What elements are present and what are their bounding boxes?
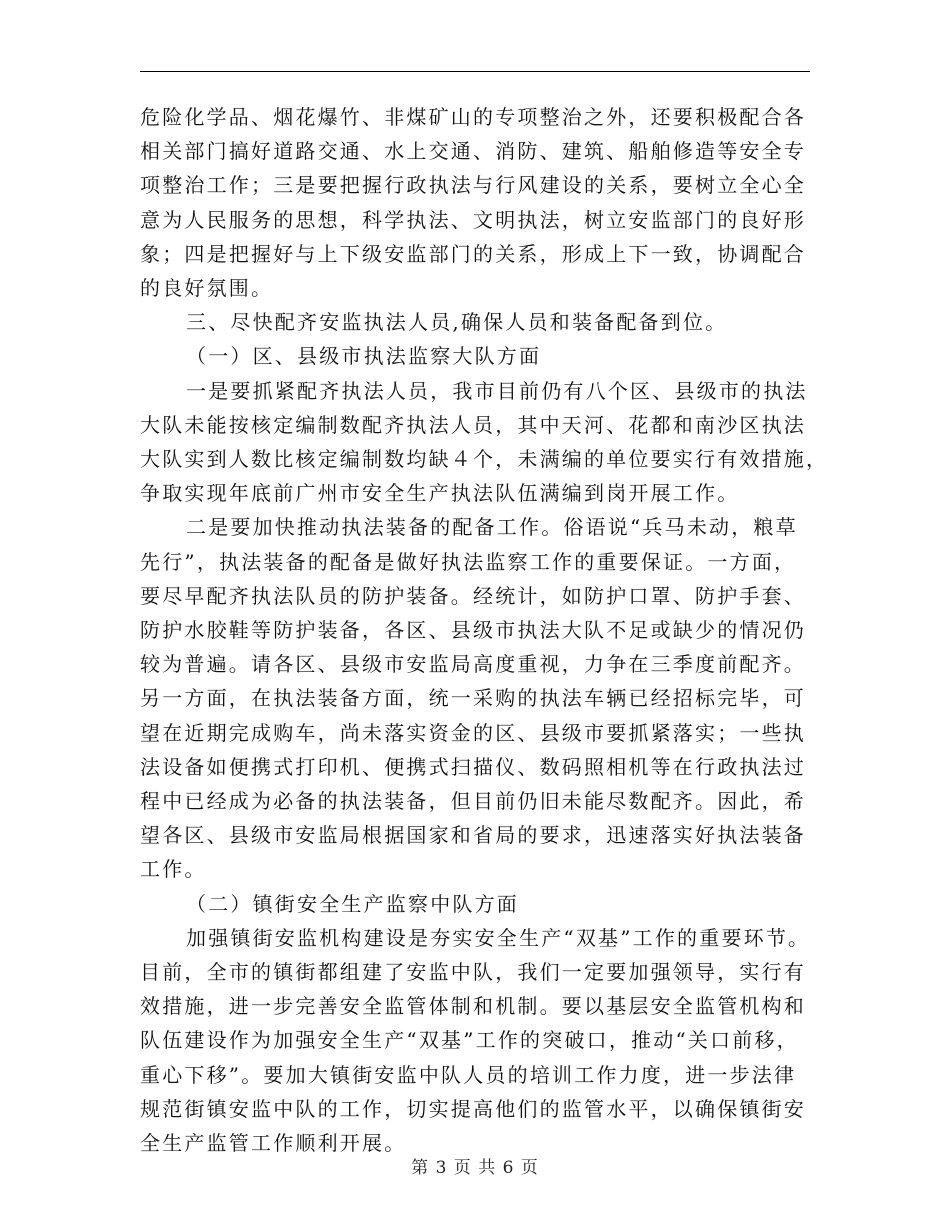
body-line: 象；四是把握好与上下级安监部门的关系，形成上下一致，协调配合 <box>140 241 806 266</box>
body-line: 重心下移”。要加大镇街安监中队人员的培训工作力度，进一步法律 <box>140 1062 797 1087</box>
body-line: 要尽早配齐执法队员的防护装备。经统计，如防护口罩、防护手套、 <box>140 583 806 608</box>
body-line: 防护水胶鞋等防护装备，各区、县级市执法大队不足或缺少的情况仍 <box>140 618 806 643</box>
body-line: 规范街镇安监中队的工作，切实提高他们的监管水平，以确保镇街安 <box>140 1096 806 1121</box>
body-line: 危险化学品、烟花爆竹、非煤矿山的专项整治之外，还要积极配合各 <box>140 105 806 129</box>
body-line: 另一方面，在执法装备方面，统一采购的执法车辆已经招标完毕，可 <box>140 686 806 711</box>
body-line: 较为普遍。请各区、县级市安监局高度重视，力争在三季度前配齐。 <box>140 652 806 677</box>
body-line: 全生产监管工作顺利开展。 <box>140 1131 407 1156</box>
body-line: 的良好氛围。 <box>140 276 274 301</box>
body-line: 大队实到人数比核定编制数均缺４个，未满编的单位要实行有效措施， <box>140 447 829 472</box>
body-line: 工作。 <box>140 857 207 882</box>
section-heading: 三、尽快配齐安监执法人员,确保人员和装备配备到位。 <box>186 310 728 335</box>
body-line: 效措施，进一步完善安全监管体制和机制。要以基层安全监管机构和 <box>140 994 806 1019</box>
body-line: 望在近期完成购车，尚未落实资金的区、县级市要抓紧落实；一些执 <box>140 720 806 745</box>
body-line: 先行”，执法装备的配备是做好执法监察工作的重要保证。一方面， <box>140 549 797 574</box>
subsection-heading: （二）镇街安全生产监察中队方面 <box>186 891 519 916</box>
body-line: 二是要加快推动执法装备的配备工作。俗语说“兵马未动，粮草 <box>186 515 798 540</box>
body-line: 目前，全市的镇街都组建了安监中队，我们一定要加强领导，实行有 <box>140 960 806 985</box>
body-line: 程中已经成为必备的执法装备，但目前仍旧未能尽数配齐。因此，希 <box>140 789 806 814</box>
body-line: 队伍建设作为加强安全生产“双基”工作的突破口，推动“关口前移， <box>140 1028 799 1053</box>
body-line: 争取实现年底前广州市安全生产执法队伍满编到岗开展工作。 <box>140 481 740 506</box>
page-number: 第 3 页 共 6 页 <box>411 1158 539 1178</box>
body-line: 望各区、县级市安监局根据国家和省局的要求，迅速落实好执法装备 <box>140 823 806 848</box>
body-line: 大队未能按核定编制数配齐执法人员，其中天河、花都和南沙区执法 <box>140 412 806 437</box>
document-body <box>140 100 829 1160</box>
body-line: 相关部门搞好道路交通、水上交通、消防、建筑、船舶修造等安全专 <box>140 139 806 164</box>
subsection-heading: （一）区、县级市执法监察大队方面 <box>186 344 542 369</box>
body-line: 法设备如便携式打印机、便携式扫描仪、数码照相机等在行政执法过 <box>140 754 806 779</box>
body-line: 一是要抓紧配齐执法人员，我市目前仍有八个区、县级市的执法 <box>186 378 808 403</box>
body-line: 加强镇街安监机构建设是夯实安全生产“双基”工作的重要环节。 <box>186 925 811 950</box>
header-rule <box>140 71 810 72</box>
body-line: 项整治工作；三是要把握行政执法与行风建设的关系，要树立全心全 <box>140 173 806 198</box>
body-line: 意为人民服务的思想，科学执法、文明执法，树立安监部门的良好形 <box>140 207 806 232</box>
